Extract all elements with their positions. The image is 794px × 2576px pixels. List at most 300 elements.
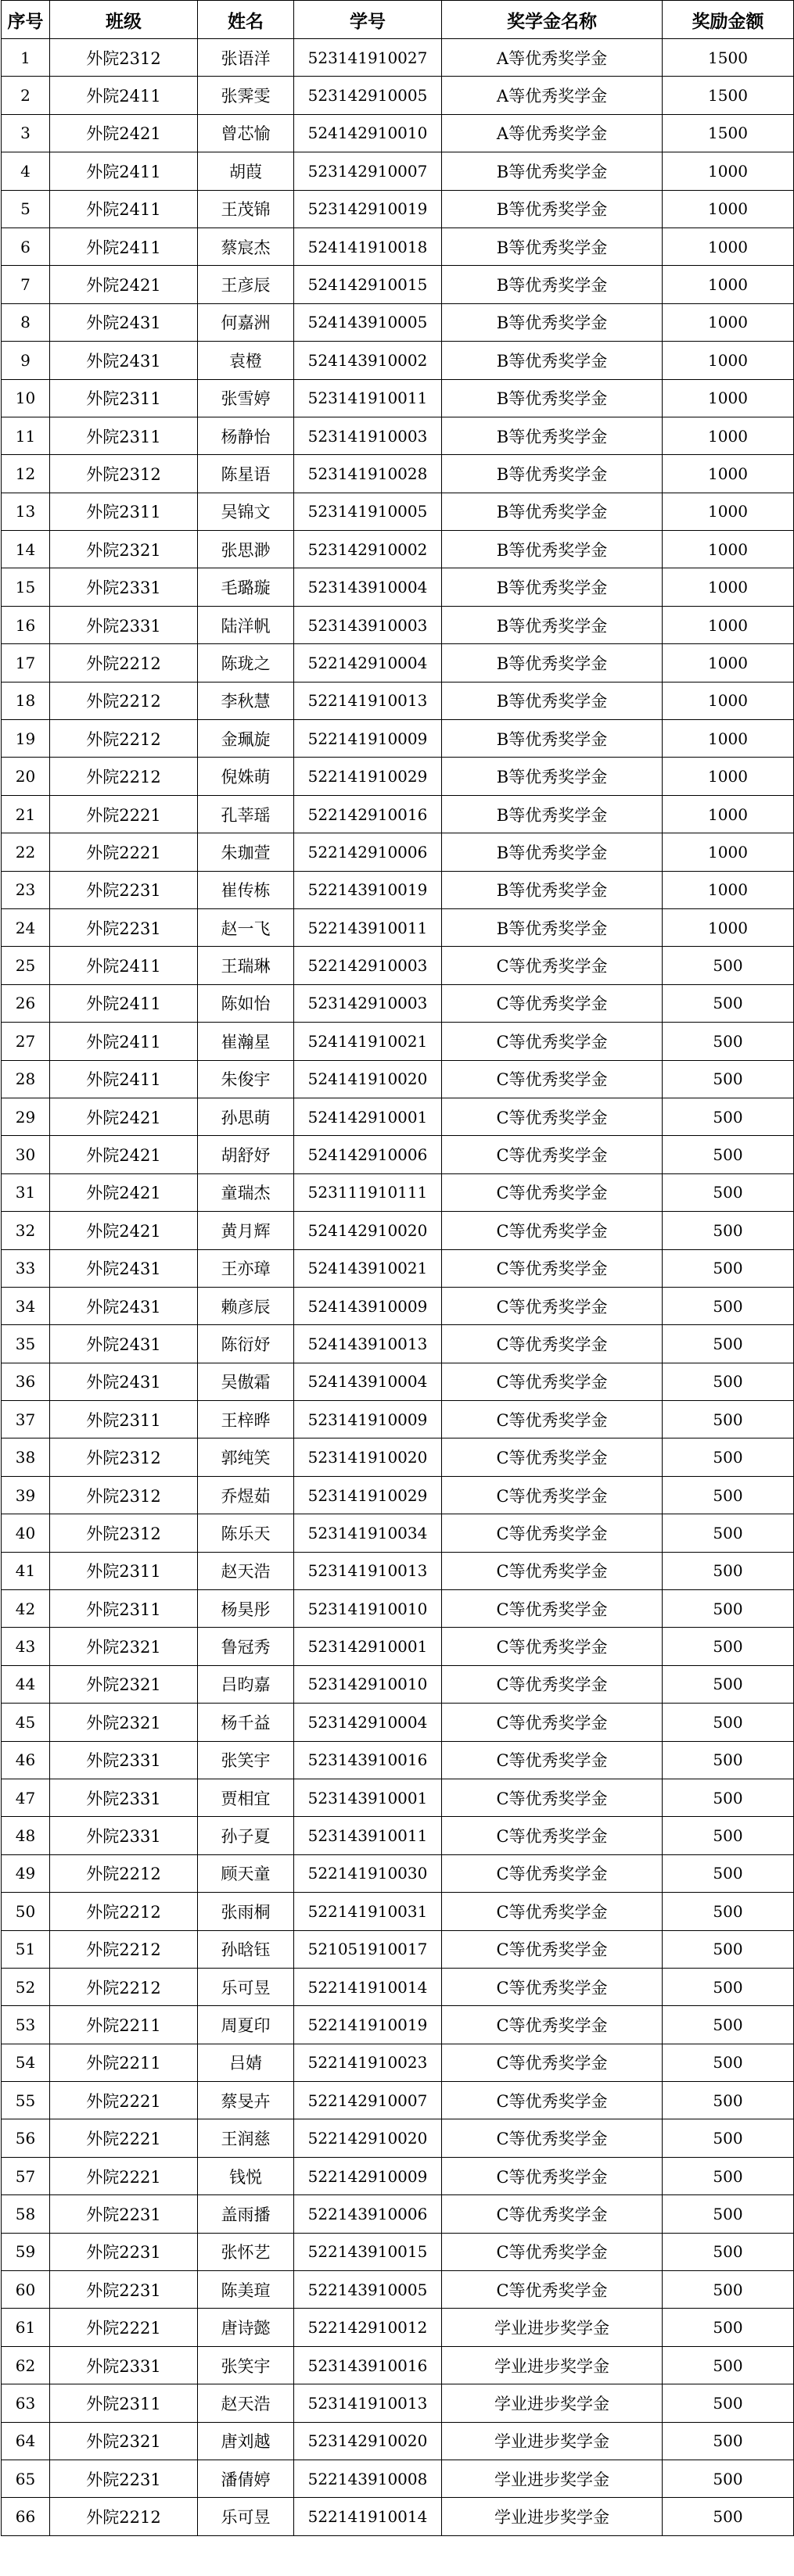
cell-student-id: 523141910028 [294, 455, 442, 493]
cell-index: 38 [2, 1438, 50, 1476]
cell-index: 46 [2, 1741, 50, 1779]
cell-index: 21 [2, 795, 50, 833]
cell-class: 外院2421 [50, 1136, 198, 1173]
table-row [2, 1287, 794, 1324]
cell-student-id: 523141910027 [294, 39, 442, 77]
cell-scholarship-name: B等优秀奖学金 [442, 606, 663, 643]
table-row [2, 2044, 794, 2081]
cell-student-id: 522141910031 [294, 1893, 442, 1930]
cell-amount: 500 [663, 2157, 794, 2194]
cell-student-id: 522143910008 [294, 2460, 442, 2498]
cell-class: 外院2212 [50, 1893, 198, 1930]
cell-index: 12 [2, 455, 50, 493]
table-row [2, 758, 794, 795]
cell-name: 赵一飞 [198, 908, 294, 946]
cell-index: 53 [2, 2006, 50, 2044]
cell-scholarship-name: B等优秀奖学金 [442, 228, 663, 265]
cell-class: 外院2221 [50, 2119, 198, 2157]
cell-name: 张雨桐 [198, 1893, 294, 1930]
cell-student-id: 522142910007 [294, 2082, 442, 2119]
cell-student-id: 524143910021 [294, 1249, 442, 1287]
table-row [2, 2422, 794, 2460]
cell-scholarship-name: B等优秀奖学金 [442, 190, 663, 228]
cell-amount: 1000 [663, 152, 794, 190]
cell-scholarship-name: C等优秀奖学金 [442, 1212, 663, 1249]
cell-scholarship-name: C等优秀奖学金 [442, 1665, 663, 1703]
cell-name: 袁橙 [198, 342, 294, 379]
cell-scholarship-name: 学业进步奖学金 [442, 2309, 663, 2346]
cell-name: 张雪婷 [198, 379, 294, 417]
cell-scholarship-name: C等优秀奖学金 [442, 1438, 663, 1476]
cell-class: 外院2421 [50, 114, 198, 152]
cell-student-id: 522141910029 [294, 758, 442, 795]
cell-index: 44 [2, 1665, 50, 1703]
cell-amount: 500 [663, 2119, 794, 2157]
cell-student-id: 524142910010 [294, 114, 442, 152]
cell-class: 外院2221 [50, 2157, 198, 2194]
cell-name: 黄月辉 [198, 1212, 294, 1249]
cell-name: 孙晗钰 [198, 1930, 294, 1968]
cell-class: 外院2311 [50, 379, 198, 417]
cell-amount: 500 [663, 2082, 794, 2119]
cell-index: 31 [2, 1173, 50, 1211]
cell-class: 外院2312 [50, 1514, 198, 1552]
cell-name: 张霁雯 [198, 77, 294, 114]
cell-class: 外院2421 [50, 1098, 198, 1135]
cell-student-id: 523142910004 [294, 1704, 442, 1741]
cell-amount: 500 [663, 1173, 794, 1211]
cell-student-id: 522141910023 [294, 2044, 442, 2081]
cell-student-id: 523142910007 [294, 152, 442, 190]
cell-class: 外院2311 [50, 1401, 198, 1438]
table-row [2, 531, 794, 568]
cell-name: 郭纯笑 [198, 1438, 294, 1476]
cell-name: 蔡宸杰 [198, 228, 294, 265]
table-row [2, 1363, 794, 1400]
cell-amount: 500 [663, 1704, 794, 1741]
cell-index: 59 [2, 2233, 50, 2270]
cell-amount: 500 [663, 2195, 794, 2233]
cell-name: 顾天童 [198, 1854, 294, 1892]
cell-amount: 500 [663, 1590, 794, 1628]
cell-amount: 500 [663, 1817, 794, 1854]
cell-index: 62 [2, 2346, 50, 2384]
cell-scholarship-name: C等优秀奖学金 [442, 2044, 663, 2081]
cell-scholarship-name: C等优秀奖学金 [442, 1854, 663, 1892]
cell-scholarship-name: B等优秀奖学金 [442, 266, 663, 303]
cell-amount: 1000 [663, 266, 794, 303]
cell-amount: 1000 [663, 644, 794, 682]
cell-scholarship-name: B等优秀奖学金 [442, 568, 663, 606]
cell-index: 27 [2, 1023, 50, 1060]
cell-amount: 500 [663, 1930, 794, 1968]
cell-scholarship-name: C等优秀奖学金 [442, 947, 663, 984]
cell-scholarship-name: C等优秀奖学金 [442, 1287, 663, 1324]
cell-scholarship-name: B等优秀奖学金 [442, 644, 663, 682]
cell-class: 外院2231 [50, 871, 198, 908]
cell-name: 陈美瑄 [198, 2271, 294, 2309]
cell-name: 王茂锦 [198, 190, 294, 228]
table-row [2, 2384, 794, 2422]
cell-student-id: 522142910020 [294, 2119, 442, 2157]
cell-index: 14 [2, 531, 50, 568]
cell-scholarship-name: C等优秀奖学金 [442, 1779, 663, 1816]
cell-scholarship-name: A等优秀奖学金 [442, 39, 663, 77]
cell-class: 外院2411 [50, 77, 198, 114]
cell-student-id: 523141910013 [294, 2384, 442, 2422]
cell-student-id: 522143910011 [294, 908, 442, 946]
cell-scholarship-name: C等优秀奖学金 [442, 1628, 663, 1665]
cell-class: 外院2311 [50, 1552, 198, 1589]
cell-class: 外院2321 [50, 531, 198, 568]
cell-amount: 500 [663, 1779, 794, 1816]
cell-scholarship-name: B等优秀奖学金 [442, 908, 663, 946]
cell-name: 钱悦 [198, 2157, 294, 2194]
cell-amount: 1000 [663, 758, 794, 795]
cell-name: 金珮旋 [198, 720, 294, 758]
cell-class: 外院2211 [50, 2044, 198, 2081]
cell-name: 胡舒妤 [198, 1136, 294, 1173]
cell-amount: 1000 [663, 228, 794, 265]
cell-name: 蔡旻卉 [198, 2082, 294, 2119]
header-class: 班级 [50, 1, 198, 39]
cell-name: 崔传栋 [198, 871, 294, 908]
table-row [2, 1893, 794, 1930]
cell-amount: 1000 [663, 871, 794, 908]
table-row [2, 1249, 794, 1287]
header-amount: 奖励金额 [663, 1, 794, 39]
table-row [2, 908, 794, 946]
cell-student-id: 523142910010 [294, 1665, 442, 1703]
cell-student-id: 522143910019 [294, 871, 442, 908]
cell-class: 外院2421 [50, 1212, 198, 1249]
cell-class: 外院2221 [50, 795, 198, 833]
cell-amount: 500 [663, 2233, 794, 2270]
cell-index: 23 [2, 871, 50, 908]
cell-index: 7 [2, 266, 50, 303]
table-row [2, 2460, 794, 2498]
cell-index: 29 [2, 1098, 50, 1135]
cell-class: 外院2221 [50, 2082, 198, 2119]
cell-name: 陆洋帆 [198, 606, 294, 643]
cell-index: 32 [2, 1212, 50, 1249]
cell-index: 15 [2, 568, 50, 606]
cell-amount: 500 [663, 1552, 794, 1589]
header-index: 序号 [2, 1, 50, 39]
cell-amount: 500 [663, 2346, 794, 2384]
cell-scholarship-name: C等优秀奖学金 [442, 1023, 663, 1060]
header-scholarship-name: 奖学金名称 [442, 1, 663, 39]
cell-scholarship-name: C等优秀奖学金 [442, 2119, 663, 2157]
cell-class: 外院2212 [50, 682, 198, 719]
cell-index: 8 [2, 303, 50, 341]
scholarship-table [1, 0, 794, 2536]
cell-student-id: 523142910020 [294, 2422, 442, 2460]
cell-class: 外院2231 [50, 2271, 198, 2309]
table-row [2, 1854, 794, 1892]
cell-index: 35 [2, 1325, 50, 1363]
cell-scholarship-name: C等优秀奖学金 [442, 1552, 663, 1589]
table-row [2, 190, 794, 228]
cell-index: 2 [2, 77, 50, 114]
table-row [2, 1060, 794, 1098]
cell-amount: 1000 [663, 190, 794, 228]
cell-name: 陈衍妤 [198, 1325, 294, 1363]
table-row [2, 2233, 794, 2270]
cell-scholarship-name: B等优秀奖学金 [442, 758, 663, 795]
cell-student-id: 524141910021 [294, 1023, 442, 1060]
cell-name: 陈珑之 [198, 644, 294, 682]
table-row [2, 947, 794, 984]
cell-scholarship-name: 学业进步奖学金 [442, 2384, 663, 2422]
table-row [2, 2082, 794, 2119]
table-row [2, 1023, 794, 1060]
cell-student-id: 523141910020 [294, 1438, 442, 1476]
cell-index: 45 [2, 1704, 50, 1741]
cell-scholarship-name: B等优秀奖学金 [442, 682, 663, 719]
cell-student-id: 522142910006 [294, 833, 442, 871]
cell-name: 唐诗懿 [198, 2309, 294, 2346]
cell-class: 外院2331 [50, 568, 198, 606]
table-row [2, 342, 794, 379]
cell-scholarship-name: C等优秀奖学金 [442, 2006, 663, 2044]
cell-class: 外院2411 [50, 984, 198, 1022]
cell-student-id: 522143910006 [294, 2195, 442, 2233]
table-row [2, 1514, 794, 1552]
cell-amount: 500 [663, 1249, 794, 1287]
cell-name: 鲁冠秀 [198, 1628, 294, 1665]
cell-name: 胡葭 [198, 152, 294, 190]
cell-scholarship-name: B等优秀奖学金 [442, 379, 663, 417]
cell-amount: 1000 [663, 493, 794, 530]
cell-class: 外院2311 [50, 1590, 198, 1628]
cell-student-id: 522141910009 [294, 720, 442, 758]
cell-student-id: 523143910003 [294, 606, 442, 643]
cell-scholarship-name: A等优秀奖学金 [442, 114, 663, 152]
table-row [2, 1098, 794, 1135]
cell-name: 崔瀚星 [198, 1023, 294, 1060]
cell-name: 曾芯愉 [198, 114, 294, 152]
cell-student-id: 524141910020 [294, 1060, 442, 1098]
cell-scholarship-name: C等优秀奖学金 [442, 1704, 663, 1741]
cell-scholarship-name: C等优秀奖学金 [442, 1893, 663, 1930]
cell-amount: 500 [663, 1628, 794, 1665]
table-row [2, 1741, 794, 1779]
cell-amount: 1500 [663, 114, 794, 152]
cell-name: 童瑞杰 [198, 1173, 294, 1211]
table-row [2, 152, 794, 190]
cell-student-id: 523143910016 [294, 2346, 442, 2384]
cell-amount: 500 [663, 2498, 794, 2535]
cell-class: 外院2431 [50, 1287, 198, 1324]
cell-name: 陈乐天 [198, 1514, 294, 1552]
cell-student-id: 523141910034 [294, 1514, 442, 1552]
cell-index: 6 [2, 228, 50, 265]
table-row [2, 568, 794, 606]
table-row [2, 379, 794, 417]
table-row [2, 303, 794, 341]
cell-scholarship-name: 学业进步奖学金 [442, 2498, 663, 2535]
cell-scholarship-name: C等优秀奖学金 [442, 1363, 663, 1400]
cell-name: 朱珈萱 [198, 833, 294, 871]
cell-class: 外院2431 [50, 1325, 198, 1363]
cell-scholarship-name: B等优秀奖学金 [442, 795, 663, 833]
cell-student-id: 522142910009 [294, 2157, 442, 2194]
cell-amount: 1000 [663, 682, 794, 719]
cell-amount: 500 [663, 2422, 794, 2460]
cell-class: 外院2431 [50, 1363, 198, 1400]
cell-class: 外院2421 [50, 1173, 198, 1211]
cell-class: 外院2431 [50, 1249, 198, 1287]
cell-index: 19 [2, 720, 50, 758]
cell-name: 王润慈 [198, 2119, 294, 2157]
cell-class: 外院2321 [50, 1628, 198, 1665]
cell-student-id: 522142910016 [294, 795, 442, 833]
cell-class: 外院2312 [50, 39, 198, 77]
cell-index: 26 [2, 984, 50, 1022]
cell-amount: 500 [663, 1741, 794, 1779]
cell-index: 43 [2, 1628, 50, 1665]
cell-name: 孙思萌 [198, 1098, 294, 1135]
cell-student-id: 524143910013 [294, 1325, 442, 1363]
cell-index: 57 [2, 2157, 50, 2194]
cell-name: 王彦辰 [198, 266, 294, 303]
cell-class: 外院2312 [50, 1438, 198, 1476]
cell-amount: 500 [663, 1665, 794, 1703]
cell-name: 赵天浩 [198, 1552, 294, 1589]
table-row [2, 2309, 794, 2346]
cell-amount: 500 [663, 1476, 794, 1514]
cell-class: 外院2212 [50, 758, 198, 795]
cell-student-id: 523143910016 [294, 1741, 442, 1779]
cell-class: 外院2212 [50, 1854, 198, 1892]
cell-index: 22 [2, 833, 50, 871]
cell-scholarship-name: C等优秀奖学金 [442, 1817, 663, 1854]
cell-amount: 1500 [663, 77, 794, 114]
cell-student-id: 521051910017 [294, 1930, 442, 1968]
cell-student-id: 524143910009 [294, 1287, 442, 1324]
table-row [2, 2157, 794, 2194]
cell-class: 外院2231 [50, 2195, 198, 2233]
cell-scholarship-name: C等优秀奖学金 [442, 1741, 663, 1779]
cell-student-id: 523141910005 [294, 493, 442, 530]
cell-index: 11 [2, 417, 50, 454]
cell-amount: 1000 [663, 531, 794, 568]
table-row [2, 2006, 794, 2044]
cell-scholarship-name: B等优秀奖学金 [442, 303, 663, 341]
cell-name: 王梓晔 [198, 1401, 294, 1438]
cell-index: 52 [2, 1968, 50, 2005]
cell-scholarship-name: C等优秀奖学金 [442, 2157, 663, 2194]
cell-class: 外院2421 [50, 266, 198, 303]
table-row [2, 417, 794, 454]
cell-student-id: 524143910005 [294, 303, 442, 341]
cell-name: 唐刘越 [198, 2422, 294, 2460]
table-row [2, 1173, 794, 1211]
cell-amount: 1000 [663, 379, 794, 417]
cell-name: 吕婧 [198, 2044, 294, 2081]
cell-student-id: 523141910011 [294, 379, 442, 417]
cell-name: 杨静怡 [198, 417, 294, 454]
table-row [2, 2195, 794, 2233]
cell-class: 外院2411 [50, 190, 198, 228]
cell-class: 外院2311 [50, 417, 198, 454]
cell-index: 54 [2, 2044, 50, 2081]
cell-student-id: 523143910001 [294, 1779, 442, 1816]
cell-class: 外院2311 [50, 2384, 198, 2422]
table-row [2, 833, 794, 871]
cell-amount: 500 [663, 1325, 794, 1363]
cell-scholarship-name: C等优秀奖学金 [442, 2271, 663, 2309]
cell-class: 外院2331 [50, 1741, 198, 1779]
cell-student-id: 523142910001 [294, 1628, 442, 1665]
cell-name: 孔莘瑶 [198, 795, 294, 833]
cell-index: 56 [2, 2119, 50, 2157]
cell-scholarship-name: B等优秀奖学金 [442, 720, 663, 758]
cell-student-id: 523141910029 [294, 1476, 442, 1514]
table-row [2, 682, 794, 719]
cell-index: 28 [2, 1060, 50, 1098]
cell-student-id: 524143910004 [294, 1363, 442, 1400]
cell-index: 51 [2, 1930, 50, 1968]
cell-amount: 500 [663, 947, 794, 984]
cell-index: 30 [2, 1136, 50, 1173]
cell-index: 64 [2, 2422, 50, 2460]
cell-amount: 500 [663, 1136, 794, 1173]
cell-amount: 500 [663, 1363, 794, 1400]
cell-name: 朱俊宇 [198, 1060, 294, 1098]
cell-index: 10 [2, 379, 50, 417]
cell-scholarship-name: C等优秀奖学金 [442, 1249, 663, 1287]
cell-student-id: 523142910002 [294, 531, 442, 568]
cell-index: 40 [2, 1514, 50, 1552]
cell-amount: 500 [663, 1893, 794, 1930]
header-student-id: 学号 [294, 1, 442, 39]
cell-index: 63 [2, 2384, 50, 2422]
cell-student-id: 524142910020 [294, 1212, 442, 1249]
cell-scholarship-name: C等优秀奖学金 [442, 2082, 663, 2119]
cell-amount: 500 [663, 1514, 794, 1552]
cell-index: 48 [2, 1817, 50, 1854]
cell-index: 49 [2, 1854, 50, 1892]
cell-student-id: 522141910013 [294, 682, 442, 719]
header-name: 姓名 [198, 1, 294, 39]
cell-class: 外院2231 [50, 2460, 198, 2498]
cell-scholarship-name: B等优秀奖学金 [442, 531, 663, 568]
cell-student-id: 522141910014 [294, 1968, 442, 2005]
cell-scholarship-name: C等优秀奖学金 [442, 1325, 663, 1363]
cell-class: 外院2411 [50, 152, 198, 190]
cell-scholarship-name: C等优秀奖学金 [442, 1401, 663, 1438]
table-row [2, 795, 794, 833]
cell-student-id: 523111910111 [294, 1173, 442, 1211]
cell-amount: 1000 [663, 795, 794, 833]
cell-amount: 500 [663, 2384, 794, 2422]
cell-index: 55 [2, 2082, 50, 2119]
cell-index: 41 [2, 1552, 50, 1589]
cell-amount: 500 [663, 2309, 794, 2346]
table-row [2, 493, 794, 530]
cell-class: 外院2212 [50, 1930, 198, 1968]
cell-index: 4 [2, 152, 50, 190]
cell-name: 王亦璋 [198, 1249, 294, 1287]
cell-scholarship-name: C等优秀奖学金 [442, 1173, 663, 1211]
cell-class: 外院2331 [50, 606, 198, 643]
cell-class: 外院2331 [50, 1779, 198, 1816]
cell-scholarship-name: B等优秀奖学金 [442, 417, 663, 454]
cell-index: 58 [2, 2195, 50, 2233]
cell-amount: 500 [663, 1212, 794, 1249]
